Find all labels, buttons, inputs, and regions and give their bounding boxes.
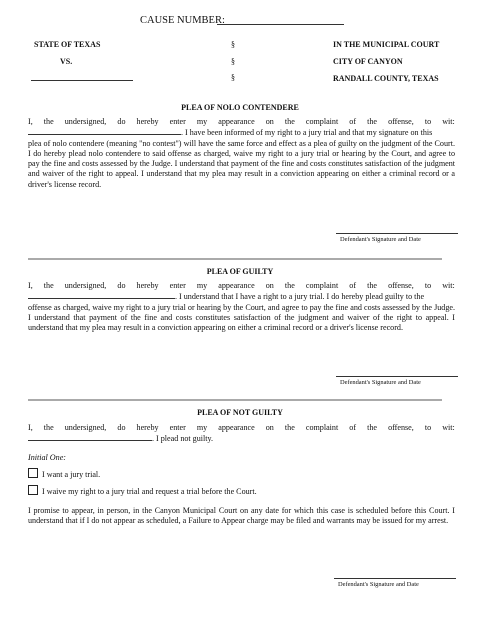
word: the <box>284 281 295 290</box>
guilty-paragraph <box>28 281 455 333</box>
offense-blank[interactable] <box>28 127 181 135</box>
word: the <box>284 423 295 432</box>
guilty-line2-text: . I understand that I have a right to a jury trial. I do hereby plead guilty to the <box>175 292 425 302</box>
word: undersigned, <box>64 423 107 432</box>
not-guilty-signature-line[interactable] <box>334 578 456 579</box>
defendant-name-blank[interactable] <box>31 80 133 81</box>
word: appearance <box>218 423 255 432</box>
word: on <box>265 117 274 126</box>
word: the <box>43 423 54 432</box>
word: wit: <box>442 117 455 126</box>
nolo-body-text: plea of nolo contendere (meaning "no contest") will have the same force and effect as a plea of guilty on the judgment of the Court. I do hereby plead nolo contendere to said offense as charged, waive my right to a jury trial or hearing by the Court, and agree to pay the fine and costs assessed by the Judge. I understand that payment of the fine and costs constitutes satisfaction of the judgment and waiver of the right to appeal. I understand that my plea may result in a conviction appearing on either a criminal record or a driver's license record. <box>28 138 455 189</box>
word: the <box>367 423 377 432</box>
word: wit: <box>442 423 455 432</box>
word: enter <box>169 281 186 290</box>
word: offense, <box>388 423 414 432</box>
word: offense, <box>388 117 414 126</box>
not-guilty-line1 <box>28 423 455 433</box>
word: complaint <box>305 423 339 432</box>
word: enter <box>169 117 186 126</box>
guilty-line1 <box>28 281 455 291</box>
word: I, <box>28 423 33 432</box>
not-guilty-line2-text: . I plead not guilty. <box>152 434 214 444</box>
cause-number-label: CAUSE NUMBER: <box>140 15 225 26</box>
word: do <box>117 117 126 126</box>
word: the <box>43 117 54 126</box>
word: my <box>196 423 208 432</box>
guilty-line2 <box>28 291 455 302</box>
word: undersigned, <box>64 281 107 290</box>
section-divider <box>28 399 442 401</box>
section-divider <box>28 258 442 260</box>
word: I, <box>28 117 33 126</box>
nolo-title: PLEA OF NOLO CONTENDERE <box>181 103 299 112</box>
word: the <box>367 281 377 290</box>
initial-one-label: Initial One: <box>28 453 66 462</box>
word: hereby <box>136 281 159 290</box>
nolo-line2-text: . I have been informed of my right to a jury trial and that my signature on this <box>181 128 433 138</box>
word: hereby <box>136 117 159 126</box>
word: to <box>424 281 432 290</box>
state-label: STATE OF TEXAS <box>34 40 101 49</box>
word: I, <box>28 281 33 290</box>
nolo-signature-line[interactable] <box>336 233 458 234</box>
word: appearance <box>218 117 255 126</box>
word: on <box>265 281 274 290</box>
word: the <box>284 117 295 126</box>
city-label: CITY OF CANYON <box>333 57 403 66</box>
nolo-signature-label: Defendant's Signature and Date <box>340 236 421 243</box>
word: of <box>349 117 357 126</box>
word: on <box>265 423 274 432</box>
word: to <box>424 117 432 126</box>
court-label: IN THE MUNICIPAL COURT <box>333 40 440 49</box>
word: to <box>424 423 432 432</box>
word: my <box>196 117 208 126</box>
word: of <box>349 281 357 290</box>
offense-blank[interactable] <box>28 291 175 299</box>
county-label: RANDALL COUNTY, TEXAS <box>333 74 439 83</box>
word: undersigned, <box>64 117 107 126</box>
jury-trial-label: I want a jury trial. <box>42 470 101 479</box>
word: do <box>117 423 126 432</box>
word: complaint <box>305 281 339 290</box>
word: the <box>43 281 54 290</box>
word: do <box>117 281 126 290</box>
cause-number-blank[interactable] <box>217 24 344 25</box>
section-symbol: § <box>231 40 235 49</box>
word: of <box>349 423 357 432</box>
word: my <box>196 281 208 290</box>
word: appearance <box>218 281 255 290</box>
word: enter <box>169 423 186 432</box>
nolo-line2 <box>28 127 455 138</box>
nolo-paragraph <box>28 117 455 190</box>
not-guilty-title: PLEA OF NOT GUILTY <box>197 408 283 417</box>
word: complaint <box>305 117 339 126</box>
word: offense, <box>388 281 414 290</box>
promise-to-appear-text: I promise to appear, in person, in the Canyon Municipal Court on any date for which this case is scheduled before this Court. I understand that if I do not appear as scheduled, a Failure to Appear charge may be filed and warrants may be issued for my arrest. <box>28 506 455 526</box>
guilty-signature-line[interactable] <box>336 376 458 377</box>
jury-trial-checkbox[interactable] <box>28 468 38 478</box>
bench-trial-checkbox[interactable] <box>28 485 38 495</box>
vs-label: VS. <box>60 57 73 66</box>
guilty-signature-label: Defendant's Signature and Date <box>340 379 421 386</box>
bench-trial-label: I waive my right to a jury trial and request a trial before the Court. <box>42 487 257 496</box>
not-guilty-paragraph <box>28 423 455 445</box>
word: hereby <box>136 423 159 432</box>
offense-blank[interactable] <box>28 433 152 441</box>
section-symbol: § <box>231 73 235 82</box>
not-guilty-line2 <box>28 433 455 444</box>
bench-trial-option <box>28 485 257 496</box>
word: the <box>367 117 377 126</box>
word: wit: <box>442 281 455 290</box>
not-guilty-signature-label: Defendant's Signature and Date <box>338 581 419 588</box>
nolo-line1 <box>28 117 455 127</box>
jury-trial-option <box>28 468 100 479</box>
guilty-title: PLEA OF GUILTY <box>206 267 274 276</box>
guilty-body-text: offense as charged, waive my right to a jury trial or hearing by the Court, and agree to pay the fine and costs assessed by the Judge. I understand that payment of the fine and costs constitutes satisfaction of the judgment and waiver of the right to appeal. I understand that my plea may result in a conviction appearing on either a criminal record or a driver's license record. <box>28 302 455 333</box>
section-symbol: § <box>231 57 235 66</box>
